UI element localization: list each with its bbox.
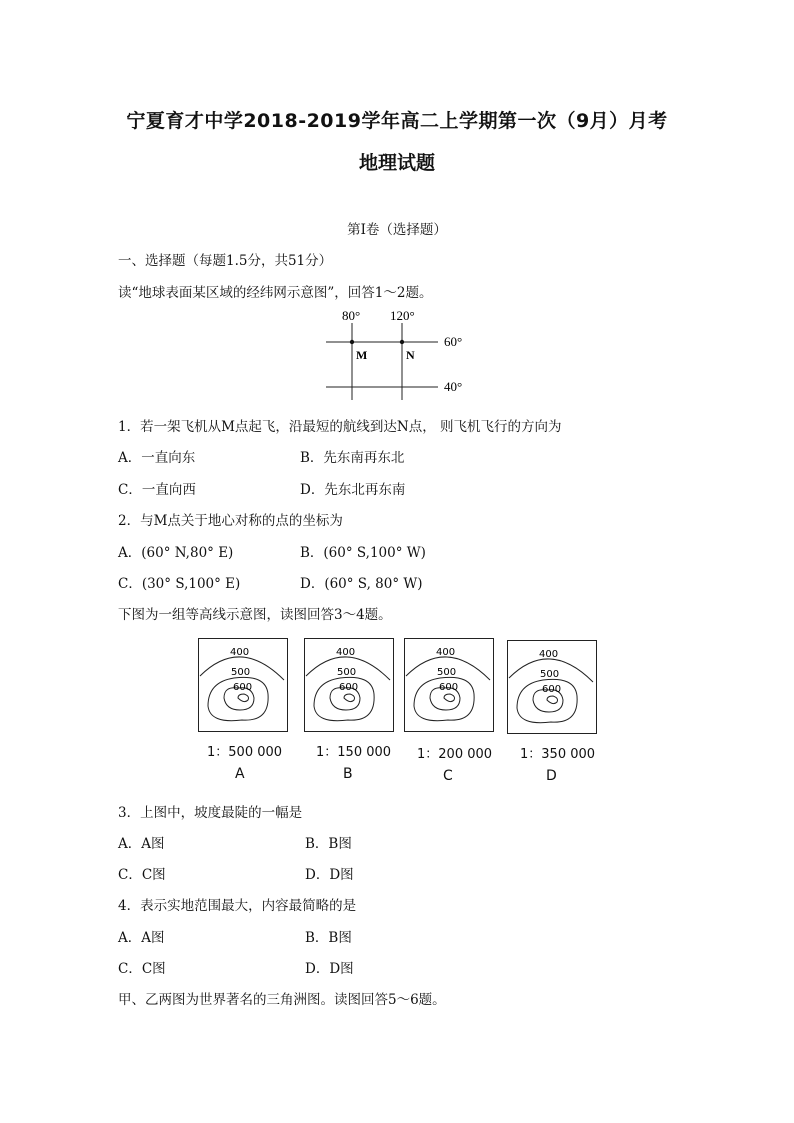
question-2-option-d: D．(60° S, 80° W) [300, 576, 423, 592]
question-2-option-b: B．(60° S,100° W) [300, 545, 426, 561]
lat-bottom-label: 40° [444, 379, 463, 394]
contour-c-scale: 1：200 000 [417, 747, 493, 762]
lon-right-label: 120° [390, 308, 415, 323]
contour-c-label-400: 400 [436, 647, 456, 658]
point-n-label: N [406, 348, 415, 362]
question-4-option-b: B．B图 [305, 930, 352, 946]
contour-d-letter: D [546, 768, 557, 784]
lat-lon-grid-map [320, 305, 480, 400]
question-3-option-a: A．A图 [118, 836, 165, 852]
page-subtitle: 地理试题 [358, 152, 435, 174]
contour-b-label-500: 500 [337, 667, 357, 678]
question-1-option-a: A．一直向东 [118, 450, 196, 466]
question-4-option-a: A．A图 [118, 930, 165, 946]
question-4-stem: 4．表示实地范围最大，内容最简略的是 [118, 898, 357, 914]
question-2-option-c: C．(30° S,100° E) [118, 576, 241, 592]
contour-map-c [404, 638, 494, 732]
contour-b-label-400: 400 [336, 647, 356, 658]
question-1-option-c: C．一直向西 [118, 482, 196, 498]
contour-map-d [507, 640, 597, 734]
point-m-label: M [356, 348, 368, 362]
volume-heading: 第Ⅰ卷（选择题） [347, 222, 447, 238]
intro-q5-6: 甲、乙两图为世界著名的三角洲图。读图回答5～6题。 [118, 992, 446, 1008]
contour-c-label-500: 500 [437, 667, 457, 678]
question-3-option-b: B．B图 [305, 836, 352, 852]
intro-q1-2: 读“地球表面某区域的经纬网示意图”，回答1～2题。 [118, 285, 433, 301]
contour-c-letter: C [443, 768, 453, 784]
intro-q3-4: 下图为一组等高线示意图，读图回答3～4题。 [118, 607, 392, 623]
question-2-option-a: A．(60° N,80° E) [118, 545, 234, 561]
contour-a-letter: A [235, 766, 245, 782]
contour-c-label-600: 600 [439, 682, 459, 693]
question-2-stem: 2．与M点关于地心对称的点的坐标为 [118, 513, 343, 529]
contour-b-letter: B [343, 766, 353, 782]
contour-a-label-600: 600 [233, 682, 253, 693]
question-3-option-d: D．D图 [305, 867, 354, 883]
point-n-marker [400, 340, 404, 344]
question-4-option-c: C．C图 [118, 961, 166, 977]
page-title: 宁夏育才中学2018-2019学年高二上学期第一次（9月）月考 [126, 110, 668, 132]
contour-a-label-500: 500 [231, 667, 251, 678]
contour-b-scale: 1：150 000 [316, 745, 392, 760]
contour-b-label-600: 600 [339, 682, 359, 693]
contour-a-scale: 1：500 000 [207, 745, 283, 760]
contour-d-label-600: 600 [542, 684, 562, 695]
question-1-stem: 1．若一架飞机从M点起飞，沿最短的航线到达N点， 则飞机飞行的方向为 [118, 419, 562, 435]
point-m-marker [350, 340, 354, 344]
question-4-option-d: D．D图 [305, 961, 354, 977]
lon-left-label: 80° [342, 308, 361, 323]
question-3-option-c: C．C图 [118, 867, 166, 883]
contour-d-label-400: 400 [539, 649, 559, 660]
question-1-option-d: D．先东北再东南 [300, 482, 406, 498]
contour-map-a [198, 638, 288, 732]
part-heading: 一、选择题（每题1.5分，共51分） [118, 253, 333, 269]
question-1-option-b: B．先东南再东北 [300, 450, 405, 466]
contour-map-b [304, 638, 394, 732]
contour-a-label-400: 400 [230, 647, 250, 658]
contour-d-label-500: 500 [540, 669, 560, 680]
question-3-stem: 3．上图中，坡度最陡的一幅是 [118, 805, 303, 821]
lat-top-label: 60° [444, 334, 463, 349]
contour-d-scale: 1：350 000 [520, 747, 596, 762]
